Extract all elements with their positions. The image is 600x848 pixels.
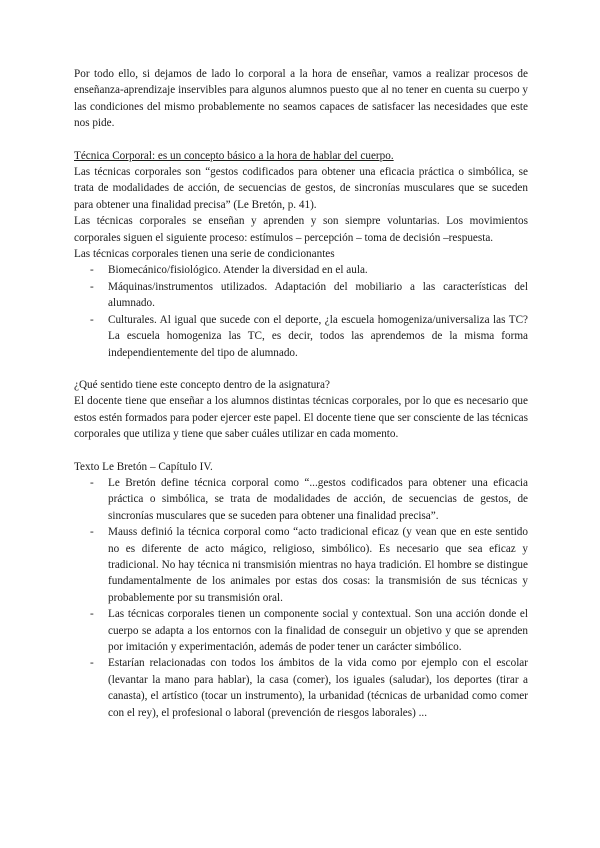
process-paragraph: Las técnicas corporales se enseñan y aprenden y son siempre voluntarias. Los movimientos corporales siguen el siguiente proceso: estímulos – percepción – toma de decisión –respuesta. (74, 215, 528, 244)
teacher-paragraph: El docente tiene que enseñar a los alumnos distintas técnicas corporales, por lo que es necesario que estos estén formados para poder ejercer este papel. El docente tiene que ser consciente de las técnicas corporales que utiliza y tiene que saber cuáles utilizar en cada momento. (74, 395, 528, 441)
list-item (74, 262, 528, 278)
list-item (74, 312, 528, 361)
section-question: ¿Qué sentido tiene este concepto dentro de la asignatura? (74, 378, 330, 391)
list-item (74, 524, 528, 606)
list-item (74, 475, 528, 524)
conditions-intro: Las técnicas corporales tienen una serie de condicionantes (74, 248, 335, 261)
document-page (74, 66, 528, 721)
section-heading-tecnica-corporal: Técnica Corporal: es un concepto básico a la hora de hablar del cuerpo. (74, 149, 394, 162)
list-item (74, 655, 528, 721)
bullet-dash: - (90, 264, 94, 277)
bullet-dash: - (90, 657, 94, 670)
list-item-text: Estarían relacionadas con todos los ámbitos de la vida como por ejemplo con el escolar (levantar la mano para hablar), la casa (comer), los iguales (saludar), los deportes (tirar a canasta), el artístico (tocar un instrumento), la urbanidad (técnicas de urbanidad como comer con el rey), el profesional o laboral (prevención de riesgos laborales) ... (108, 657, 528, 719)
list-item-text: Las técnicas corporales tienen un componente social y contextual. Son una acción donde el cuerpo se adapta a los entornos con la finalidad de conseguir un objetivo y que se aprenden por imitación y experimentación, además de poder tener un carácter simbólico. (108, 608, 528, 653)
list-item (74, 279, 528, 312)
bullet-dash: - (90, 313, 94, 326)
spacer (74, 361, 528, 377)
definition-paragraph: Las técnicas corporales son “gestos codificados para obtener una eficacia práctica o simbólica, se trata de modalidades de acción, de secuencias de gestos, de sincronías musculares que se suceden para obtener una finalidad precisa” (Le Bretón, p. 41). (74, 166, 528, 211)
list-item (74, 606, 528, 655)
bullet-dash: - (90, 526, 94, 539)
spacer (74, 132, 528, 148)
list-item-text: Mauss definió la técnica corporal como “acto tradicional eficaz (y vean que en este sentido no es diferente de acto mágico, religioso, simbólico). Es necesario que sea eficaz y tradicional. No hay técnica ni transmisión mientras no haya tradición. El hombre se distingue fundamentalmente de los animales por estas dos cosas: la transmisión de sus técnicas y probablemente por su transmisión oral. (108, 526, 528, 604)
intro-paragraph: Por todo ello, si dejamos de lado lo corporal a la hora de enseñar, vamos a realizar procesos de enseñanza-aprendizaje inservibles para algunos alumnos puesto que al no tener en cuenta su cuerpo y las condiciones del mismo probablemente no seamos capaces de satisfacer las necesidades que este nos pide. (74, 68, 528, 130)
spacer (74, 443, 528, 459)
list-item-text: Máquinas/instrumentos utilizados. Adaptación del mobiliario a las características del alumnado. (108, 280, 528, 310)
bullet-dash: - (90, 608, 94, 621)
le-breton-list (74, 475, 528, 721)
conditions-list (74, 262, 528, 360)
list-item-text: Le Bretón define técnica corporal como “...gestos codificados para obtener una eficacia práctica o simbólica, se trata de modalidades de acción, de secuencias de gestos, de sincronías musculares que se suceden para obtener una finalidad precisa”. (108, 476, 528, 522)
section-title-le-breton: Texto Le Bretón – Capítulo IV. (74, 460, 213, 473)
bullet-dash: - (90, 280, 94, 293)
list-item-text: Biomecánico/fisiológico. Atender la diversidad en el aula. (108, 264, 368, 277)
list-item-text: Culturales. Al igual que sucede con el deporte, ¿la escuela homogeniza/universaliza las TC? La escuela homogeniza las TC, es decir, todos las aprendemos de la misma forma independientemente del tipo de alumnado. (108, 313, 528, 359)
bullet-dash: - (90, 476, 94, 489)
